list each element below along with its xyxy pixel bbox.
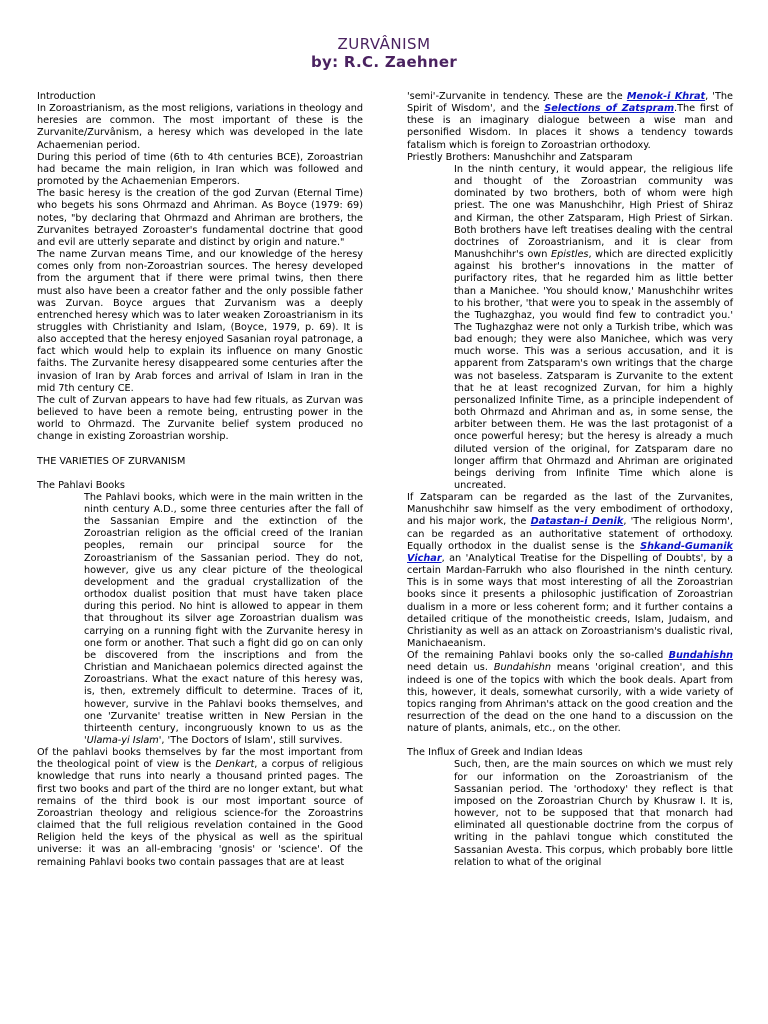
paragraph (454, 164, 733, 492)
paragraph: The cult of Zurvan appears to have had few rituals, as Zurvan was believed to have been a remote being, entrusting power in the world to Ohrmazd. The Zurvanite belief system produced no change in existing Zoroastrian worship. (37, 394, 363, 443)
paragraph (84, 492, 363, 747)
italic-term: Epistles (550, 249, 589, 261)
paragraph: In Zoroastrianism, as the most religions, variations in theology and heresies are common. The most important of these is the Zurvanite/Zurvânism, a heresy which was developed in the late Achaemenian period. (37, 103, 363, 151)
document-title: ZURVÂNISM (337, 35, 431, 53)
priestly-brothers-heading: Priestly Brothers: Manushchihr and Zatsparam (407, 151, 633, 163)
text-run: , an 'Analytical Treatise for the Dispelling of Doubts', by a certain Mardan-Farrukh who also flourished in the ninth century. This is in some ways that most interesting of all the Zoroastrian books since it presents a philosophic justification of Zoroastrian dualism in a more or less coherent form; and it further contains a detailed critique of the monotheistic creeds, Islam, Judaism, and Christianity as well as an attack on Zoroastrianism's dualistic rival, Manichaeanism. (407, 552, 733, 650)
text-run: Of the remaining Pahlavi books only the so-called (407, 650, 669, 662)
paragraph: During this period of time (6th to 4th centuries BCE), Zoroastrian had became the main religion, in Iran which was followed and promoted by the Achaemenian Emperors. (37, 151, 363, 188)
selections-of-zatspram-link[interactable]: Selections of Zatspram (544, 103, 675, 115)
title-block (0, 36, 768, 71)
text-run: Of the pahlavi books themselves by far the most important from the theological point of view is the (37, 747, 363, 771)
paragraph: The basic heresy is the creation of the god Zurvan (Eternal Time) who begets his sons Ohrmazd and Ahriman. As Boyce (1979: 69) notes, "by declaring that Ohrmazd and Ahriman are brothers, the Zurvanites betrayed Zoroaster's fundamental doctrine that good and evil are utterly separate and distinct by origin and nature." (37, 188, 363, 248)
italic-term: Ulama-yi Islam (86, 734, 159, 746)
paragraph (407, 91, 733, 152)
menok-i-khrat-link[interactable]: Menok-i Khrat (626, 91, 706, 102)
italic-term: Bundahishn (493, 662, 551, 674)
introduction-heading: Introduction (37, 91, 96, 102)
text-run: ', 'The Doctors of Islam', still survives. (158, 734, 343, 746)
pahlavi-books-heading: The Pahlavi Books (37, 479, 125, 491)
paragraph: Such, then, are the main sources on which we must rely for our information on the Zoroastrianism of the Sassanian period. The 'orthodoxy' they reflect is that imposed on the Zoroastrian Church by Khusraw I. It is, however, not to be supposed that that monarch had eliminated all questionable doctrine from the corpus of writing in the pahlavi tongue which constituted the Sassanian Avesta. This corpus, which probably bore little relation to what of the original (454, 759, 733, 868)
paragraph (407, 492, 733, 650)
right-column (407, 91, 733, 869)
text-run: The Pahlavi books, which were in the main written in the ninth century A.D., some three centuries after the fall of the Sassanian Empire and the extinction of the Zoroastrian religion as the official creed of the Iranian peoples, remain our principal source for the Zoroastrianism of the Sassanian period. They do not, however, give us any clear picture of the theological development and the gradual crystallization of the orthodox dualist position that must have taken place during this period. No hint is allowed to appear in them that throughout its silver age Zoroastrian dualism was carrying on a running fight with the Zurvanite heresy in one form or another. That such a fight did go on can only be discovered from the inscriptions and from the Christian and Manichaean polemics directed against the Zoroastrians. What the exact nature of this heresy was, is, then, extremely difficult to determine. Traces of it, however, survive in the Pahlavi books themselves, and one 'Zurvanite' treatise written in New Persian in the thirteenth century, incongruously known to us as the ' (84, 491, 363, 746)
text-run: , 'The Spirit of Wisdom', and the (407, 91, 733, 115)
paragraph: The name Zurvan means Time, and our knowledge of the heresy comes only from non-Zoroastrian sources. The heresy developed from the argument that if there were primal twins, then there must also have been a creator father and the only possible father was Zurvan. Boyce argues that Zurvanism was a deeply entrenched heresy which was to later weaken Zoroastrianism in its struggles with Christianity and Islam, (Boyce, 1979, p. 69). It is also accepted that the heresy enjoyed Sasanian royal patronage, a fact which would help to explain its influence on many Gnostic faiths. The Zurvanite heresy disappeared some centuries after the invasion of Iran by Arab forces and arrival of Islam in Iran in the mid 7th century CE. (37, 249, 363, 394)
text-run: , which are directed explicitly against his brother's innovations in the matter of purifactory rites, that he regarded him as little better than a Manichee. 'You should know,' Manushchihr writes to his brother, 'that were you to speak in the assembly of the Tughazghaz, you would find few to contradict you.' The Tughazghaz were not only a Turkish tribe, which was bad enough; they were also Manichee, which was very much worse. This was a serious accusation, and it is apparent from Zatsparam's own writings that the charge was not baseless. Zatsparam is Zurvanite to the extent that he at least recognized Zurvan, for him a highly personalized Infinite Time, as a principle independent of both Ohrmazd and Ahriman and as, in some sense, the arbiter between them. He was the last protagonist of a once powerful heresy; but the heresy is already a much diluted version of the original, for Zatsparam dare no longer affirm that Ohrmazd and Ahriman are originated beings deriving from Infinite Time which alone is uncreated. (454, 249, 733, 491)
paragraph (37, 747, 363, 869)
text-run: .The first of these is an imaginary dialogue between a wise man and personified Wisdom. In places it shows a tendency towards fatalism which is foreign to Zoroastrian orthodoxy. (407, 103, 733, 151)
text-run: , 'The religious Norm', can be regarded as an authoritative statement of orthodoxy. Equally orthodox in the dualist sense is the (407, 516, 733, 552)
bundahishn-link[interactable]: Bundahishn (668, 650, 733, 662)
text-run: , a corpus of religious knowledge that runs into nearly a thousand printed pages. The first two books and part of the third are no longer extant, but what remains of the third book is our most important source of Zoroastrian theology and religious science-for the Zoroastrins claimed that the full religious revelation contained in the Good Religion held the keys of the physical as well as the spiritual universe: it was an all-embracing 'gnosis' or 'science'. Of the remaining Pahlavi books two contain passages that are at least (37, 759, 363, 868)
document-author: by: R.C. Zaehner (310, 53, 458, 71)
left-column (37, 91, 363, 869)
influx-heading: The Influx of Greek and Indian Ideas (407, 747, 583, 759)
shkand-gumanik-vichar-link[interactable]: Shkand-Gumanik Vichar (407, 540, 733, 564)
italic-term: Denkart (215, 759, 255, 771)
datastan-i-denik-link[interactable]: Datastan-i Denik (530, 516, 624, 528)
text-run: 'semi'-Zurvanite in tendency. These are the (407, 91, 627, 102)
varieties-heading: THE VARIETIES OF ZURVANISM (37, 455, 186, 467)
paragraph (407, 650, 733, 735)
text-run: means 'original creation', and this indeed is one of the topics with which the book deals. Apart from this, however, it deals, somewhat cursorily, with a wide variety of topics ranging from Ahriman's attack on the good creation and the resurrection of the dead on the one hand to a discussion on the nature of plants, animals, etc., on the other. (407, 662, 734, 735)
text-run: In the ninth century, it would appear, the religious life and thought of the Zoroastrian community was dominated by two brothers, both of whom were high priest. The one was Manushchihr, High Priest of Shiraz and Kirman, the other Zatsparam, High Priest of Sirkan. Both brothers have left treatises dealing with the central doctrines of Zoroastrianism, and it is clear from Manushchihr's own (454, 163, 733, 261)
text-run: need detain us. (407, 662, 494, 674)
text-run: If Zatsparam can be regarded as the last of the Zurvanites, Manushchihr saw himself as the very embodiment of orthodoxy, and his major work, the (407, 492, 733, 528)
